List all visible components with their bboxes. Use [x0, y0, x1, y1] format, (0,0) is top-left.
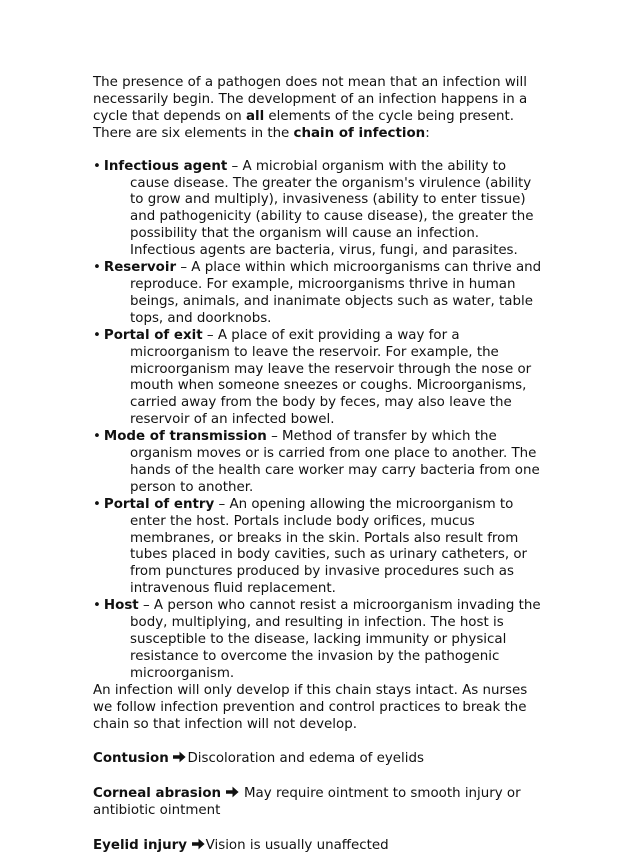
term: Reservoir — [103, 260, 177, 276]
intro-text-2: elements of the cycle being present. There are six elements in the — [93, 108, 514, 141]
eye-injury-desc: Vision is usually unaffected — [205, 838, 389, 854]
bullet: • — [93, 429, 101, 445]
eye-injury-contusion — [93, 751, 548, 768]
eye-injury-term: Eyelid injury — [93, 838, 192, 854]
intro-text-1: The presence of a pathogen does not mean that an infection will necessarily begin. The development of an infection happens in a cycle that depends on — [93, 75, 528, 124]
bullet: • — [93, 260, 101, 276]
closing-paragraph: An infection will only develop if this chain stays intact. As nurses we follow infection prevention and control practices to break the chain so that infection will not develop. — [93, 682, 528, 732]
description: – A person who cannot resist a microorganism invading the body, multiplying, and resulting in infection. The host is susceptible to the disease, lacking immunity or physical resistance to overcome the invasion by the pathogenic microorganism. — [130, 598, 541, 681]
bullet: • — [93, 158, 101, 174]
bullet: • — [93, 496, 101, 512]
list-item-portal-of-entry — [93, 497, 548, 598]
list-item-mode-of-transmission — [93, 429, 548, 497]
right-arrow-icon — [192, 838, 205, 850]
eye-injury-term: Corneal abrasion — [93, 786, 226, 802]
description: – An opening allowing the microorganism to enter the host. Portals include body orifices, mucus membranes, or breaks in the skin. Portals also result from tubes placed in body cavities, such as urinary catheters, or from punctures produced by invasive procedures such as intravenous fluid replacement. — [130, 496, 528, 597]
term: Portal of entry — [103, 496, 215, 512]
eye-injury-term: Contusion — [93, 751, 174, 767]
intro-bold-all: all — [245, 108, 265, 124]
description: – A microbial organism with the ability to cause disease. The greater the organism's virulence (ability to grow and multiply), invasiveness (ability to enter tissue) and pathogenicity (ability to cause disease), the greater the possibility that the organism will cause an infection. Infectious agents are bacteria, virus, fungi, and parasites. — [130, 158, 534, 259]
bullet: • — [93, 598, 101, 614]
description: – A place of exit providing a way for a microorganism to leave the reservoir. For example, the microorganism may leave the reservoir through the nose or mouth when someone sneezes or coughs. Microorganisms, carried away from the body by feces, may also leave the reservoir of an infected bowel. — [130, 327, 532, 428]
right-arrow-icon — [226, 786, 239, 798]
right-arrow-icon — [173, 751, 186, 763]
eye-injury-corneal-abrasion — [93, 786, 548, 820]
term: Host — [103, 598, 139, 614]
eye-injury-eyelid — [93, 838, 548, 855]
description: – A place within which microorganisms can thrive and reproduce. For example, microorganisms thrive in human beings, animals, and inanimate objects such as water, table tops, and doorknobs. — [130, 260, 542, 326]
description: – Method of transfer by which the organism moves or is carried from one place to another. The hands of the health care worker may carry bacteria from one person to another. — [130, 429, 540, 495]
term: Portal of exit — [103, 327, 203, 343]
term: Infectious agent — [103, 158, 228, 174]
intro-bold-chain: chain of infection — [293, 125, 426, 141]
eye-injury-desc: May require ointment to smooth injury or antibiotic ointment — [93, 786, 521, 819]
list-item-infectious-agent — [93, 159, 548, 260]
bullet: • — [93, 327, 101, 343]
eye-injury-desc: Discoloration and edema of eyelids — [187, 751, 424, 767]
list-item-portal-of-exit — [93, 328, 548, 429]
intro-paragraph — [93, 75, 548, 143]
list-item-host — [93, 598, 548, 683]
intro-colon: : — [425, 125, 430, 141]
term: Mode of transmission — [103, 429, 267, 445]
chain-of-infection-list — [93, 159, 548, 683]
list-item-reservoir — [93, 260, 548, 328]
